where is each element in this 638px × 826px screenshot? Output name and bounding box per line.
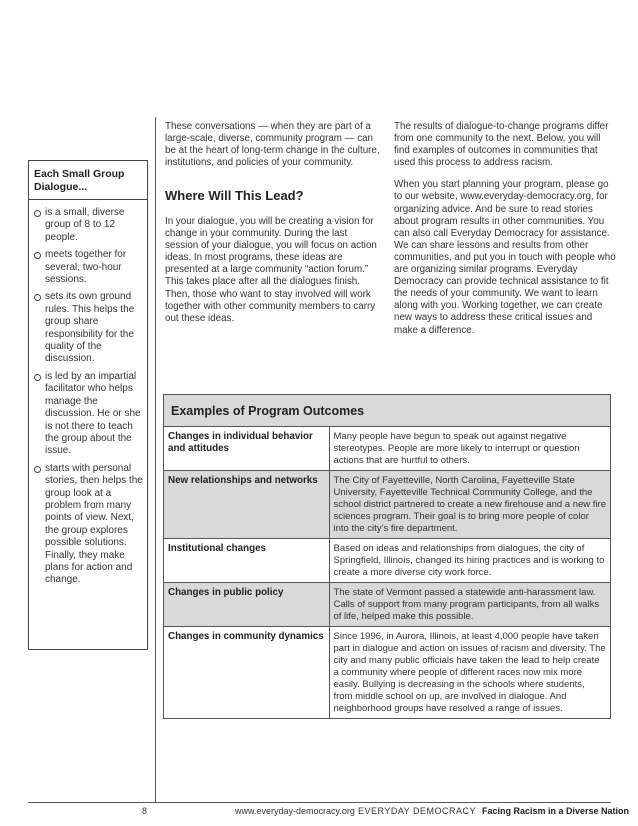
table-row <box>164 471 610 539</box>
sidebar-bullet <box>34 371 147 458</box>
right-paragraph-2: When you start planning your program, please go to our website, www.everyday-democracy.org, for organizing advice. And be sure to read stories about program results in other communities. You can also call Everyday Democracy for assistance. We can share lessons and results from other communities, and put you in touch with people who are organizing similar programs. Everyday Democracy can provide technical assistance to fit the needs of your community. We want to learn along with you. Working together, we can create new ways to address these critical issues and make a difference. <box>394 179 616 336</box>
table-row <box>164 627 610 719</box>
sidebar-bullet <box>34 207 147 244</box>
page-number: 8 <box>142 806 148 816</box>
sidebar-divider <box>29 199 147 200</box>
sidebar-bullet-list <box>34 207 147 592</box>
outcomes-table <box>163 394 611 719</box>
bullet-circle-icon <box>34 466 41 473</box>
bullet-text: meets together for several, two-hour sessions. <box>45 249 127 286</box>
bullet-circle-icon <box>34 374 41 381</box>
sidebar-title: Each Small Group Dialogue... <box>34 168 125 193</box>
row-category: Changes in community dynamics <box>164 627 329 719</box>
bullet-circle-icon <box>34 252 41 259</box>
sidebar-box <box>28 160 148 650</box>
row-category: Institutional changes <box>164 539 329 583</box>
bullet-text: is led by an impartial facilitator who helps manage the discussion. He or she is not there to teach the group about the issue. <box>45 370 141 457</box>
section-body: In your dialogue, you will be creating a vision for change in your community. During the last session of your dialogue, you will focus on action ideas. In most programs, these ideas are presented at a large community “action forum.” This takes place after all the dialogues finish. Then, those who want to stay involved will work together with other community members to carry out these ideas. <box>165 216 377 324</box>
row-example: Based on ideas and relationships from dialogues, the city of Springfield, Illinois, changed its hiring practices and is working to create a more diverse city work force. <box>329 539 610 583</box>
table-row <box>164 539 610 583</box>
outcomes-grid <box>164 427 610 718</box>
bullet-text: sets its own ground rules. This helps the group share responsibility for the quality of the discussion. <box>45 291 135 365</box>
intro-paragraph: These conversations — when they are part of a large-scale, diverse, community program — can be at the heart of long-term change in the culture, institutions, and policies of your community. <box>165 121 380 169</box>
sidebar-bullet <box>34 291 147 365</box>
row-example: Since 1996, in Aurora, Illinois, at least 4,000 people have taken part in dialogue and action on issues of racism and diversity. The city and many public officials have taken the lead to help create a community where people of different races now mix more easily. Bullying is decreasing in the schools where students, from middle school on up, are involved in dialogue. And neighborhood groups have resolved a range of issues. <box>333 631 606 714</box>
bullet-text: is a small, diverse group of 8 to 12 people. <box>45 207 125 243</box>
right-column <box>394 121 616 347</box>
row-example: Many people have begun to speak out against negative stereotypes. People are more likely to interrupt or question actions that are hurtful to others. <box>329 427 610 471</box>
sidebar-bullet <box>34 463 147 587</box>
section-heading: Where Will This Lead? <box>165 188 304 203</box>
footer-org: EVERYDAY DEMOCRACY <box>358 806 477 816</box>
row-example: The state of Vermont passed a statewide anti-harassment law. Calls of support from many program participants, from all walks of life, helped make this possible. <box>329 583 610 627</box>
footer-publication: Facing Racism in a Diverse Nation <box>482 806 630 816</box>
right-paragraph-1: The results of dialogue-to-change programs differ from one community to the next. Below, you will find examples of outcomes in communities that used this process to address racism. <box>394 121 609 169</box>
row-example: The City of Fayetteville, North Carolina, Fayetteville State University, Fayetteville Technical Community College, and the school district partnered to create a new firehouse and a new fire sciences program. Their goal is to bring more people of color into the city’s fire department. <box>329 471 610 539</box>
footer-url: www.everyday-democracy.org <box>235 806 355 816</box>
row-category: Changes in public policy <box>164 583 329 627</box>
table-row <box>164 583 610 627</box>
footer-divider <box>28 802 611 803</box>
sidebar-bullet <box>34 249 147 286</box>
bullet-circle-icon <box>34 294 41 301</box>
row-category: New relationships and networks <box>164 471 329 539</box>
column-divider <box>155 117 156 802</box>
bullet-text: starts with personal stories, then helps the group look at a problem from many points of view. Next, the group explores possible solutions. Finally, they make plans for action and change. <box>45 462 143 586</box>
table-row <box>164 427 610 471</box>
row-category: Changes in individual behavior and attitudes <box>164 427 329 471</box>
table-title: Examples of Program Outcomes <box>164 395 610 427</box>
bullet-circle-icon <box>34 210 41 217</box>
